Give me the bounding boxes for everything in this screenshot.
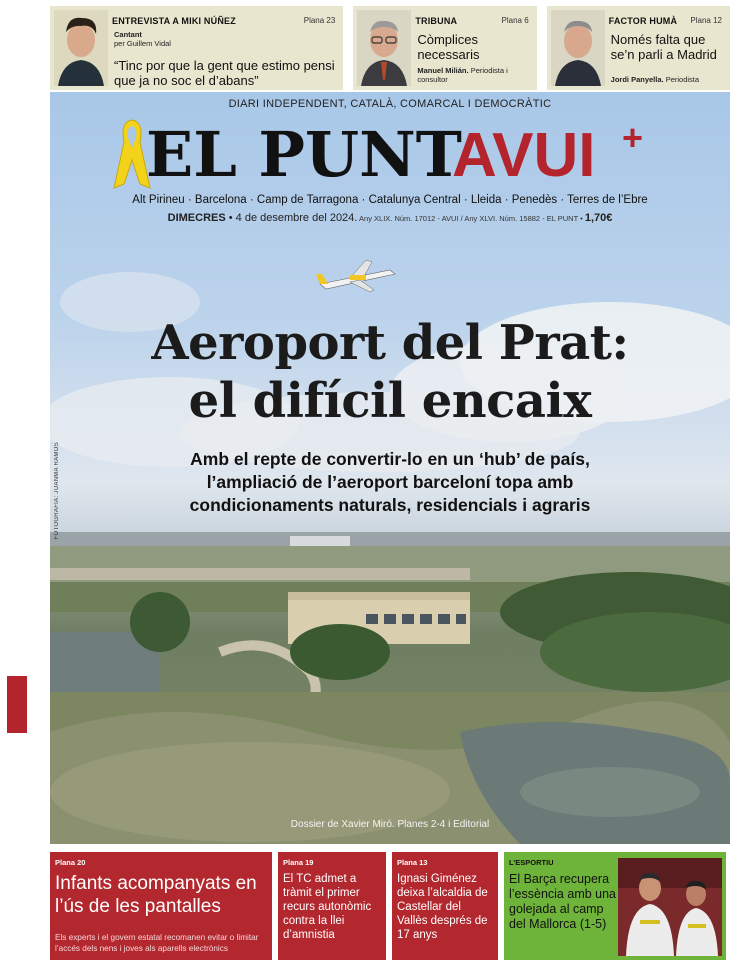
story-page-ref: Plana 13: [397, 858, 428, 867]
portrait-miki-nunez: [54, 10, 108, 86]
lead-headline: [50, 314, 730, 430]
teaser-byline: [417, 66, 536, 84]
airplane-icon: [316, 260, 395, 292]
teaser-kicker: FACTOR HUMÀ: [608, 16, 678, 26]
lead-deck-line: Amb el repte de convertir-lo en un ‘hub’ de país,: [190, 449, 590, 469]
date: • 4 de desembre del 2024.: [225, 212, 358, 224]
esportiu-card[interactable]: [504, 852, 726, 960]
logo-el-punt: EL PUNT: [146, 118, 462, 191]
side-marker: [7, 676, 27, 733]
teaser-factor-huma[interactable]: [547, 6, 730, 90]
story-page-ref: Plana 20: [55, 858, 86, 867]
lead-deck-line: condicionaments naturals, residencials i agraris: [189, 495, 591, 515]
teaser-page-ref: Plana 6: [501, 16, 529, 25]
weekday: DIMECRES: [167, 212, 226, 224]
regions-list: Alt Pirineu · Barcelona · Camp de Tarragona · Catalunya Central · Lleida · Penedès · Terres de l’Ebre: [132, 194, 648, 206]
teaser-byline: [611, 75, 699, 84]
issue-number: Any XLIX. Núm. 17012 - AVUI / Any XLVI. Núm. 15882 - EL PUNT •: [357, 214, 585, 223]
portrait-jordi-panyella: [551, 10, 605, 86]
football-players-photo: [618, 858, 722, 956]
story-summary: Els experts i el govern estatal recomanen evitar o limitar l’accés dels nens i joves als aparells electrònics: [55, 933, 259, 953]
price: 1,70€: [584, 212, 613, 224]
story-title: El Barça recupera l’essència amb una golejada al camp del Mallorca (1-5): [509, 872, 617, 931]
story-title: Infants acompanyats en l’ús de les pantalles: [55, 873, 257, 917]
teaser-headline: Còmplices necessaris: [417, 32, 480, 62]
teaser-interview[interactable]: [50, 6, 343, 90]
story-page-ref: Plana 19: [283, 858, 314, 867]
story-card[interactable]: [278, 852, 386, 960]
masthead-tagline: DIARI INDEPENDENT, CATALÀ, COMARCAL I DEMOCRÀTIC: [228, 98, 552, 110]
dateline: [50, 212, 730, 224]
teaser-kicker: TRIBUNA: [415, 16, 458, 26]
lead-story[interactable]: [50, 92, 730, 844]
lead-headline-line: Aeroport del Prat:: [151, 315, 629, 371]
el-punt-avui-logo[interactable]: [102, 114, 692, 194]
story-title: El TC admet a tràmit el primer recurs autonòmic contra la llei d’amnistia: [283, 873, 372, 941]
teaser-page-ref: Plana 12: [690, 16, 722, 25]
top-teasers: [50, 6, 730, 90]
teaser-role: Cantant: [114, 30, 142, 39]
teaser-headline: Només falta que se’n parli a Madrid: [610, 32, 717, 62]
bottom-stories: [50, 852, 730, 960]
dossier-reference[interactable]: Dossier de Xavier Miró. Planes 2-4 i Editorial: [290, 819, 490, 830]
teaser-meta: [114, 30, 171, 48]
yellow-ribbon-icon: [114, 120, 150, 188]
byline-name: Manuel Milián.: [417, 66, 469, 75]
portrait-manuel-milian: [357, 10, 411, 86]
logo-avui: AVUI: [452, 121, 596, 190]
story-section: L’ESPORTIU: [509, 858, 554, 867]
story-card[interactable]: [50, 852, 272, 960]
teaser-kicker: ENTREVISTA A MIKI NÚÑEZ: [112, 16, 236, 26]
teaser-page-ref: Plana 23: [303, 16, 336, 25]
story-title: Ignasi Giménez deixa l’alcaldia de Castellar del Vallès després de 17 anys: [397, 873, 488, 941]
lead-deck-line: l’ampliació de l’aeroport barceloní topa amb: [206, 472, 574, 492]
byline-role: Periodista i consultor: [417, 66, 508, 84]
photo-credit: FOTOGRAFIA: JUANMA RAMOS: [54, 442, 60, 540]
teaser-tribuna[interactable]: [353, 6, 536, 90]
lead-headline-line: el difícil encaix: [188, 373, 592, 429]
byline-role: Periodista: [665, 75, 700, 84]
story-card[interactable]: [392, 852, 498, 960]
logo-plus: +: [622, 117, 644, 158]
byline-name: Jordi Panyella.: [610, 75, 664, 84]
teaser-headline: “Tinc por que la gent que estimo pensi que ja no soc el d’abans”: [114, 58, 335, 88]
teaser-author: per Guillem Vidal: [114, 39, 171, 48]
lead-deck: [50, 448, 730, 517]
